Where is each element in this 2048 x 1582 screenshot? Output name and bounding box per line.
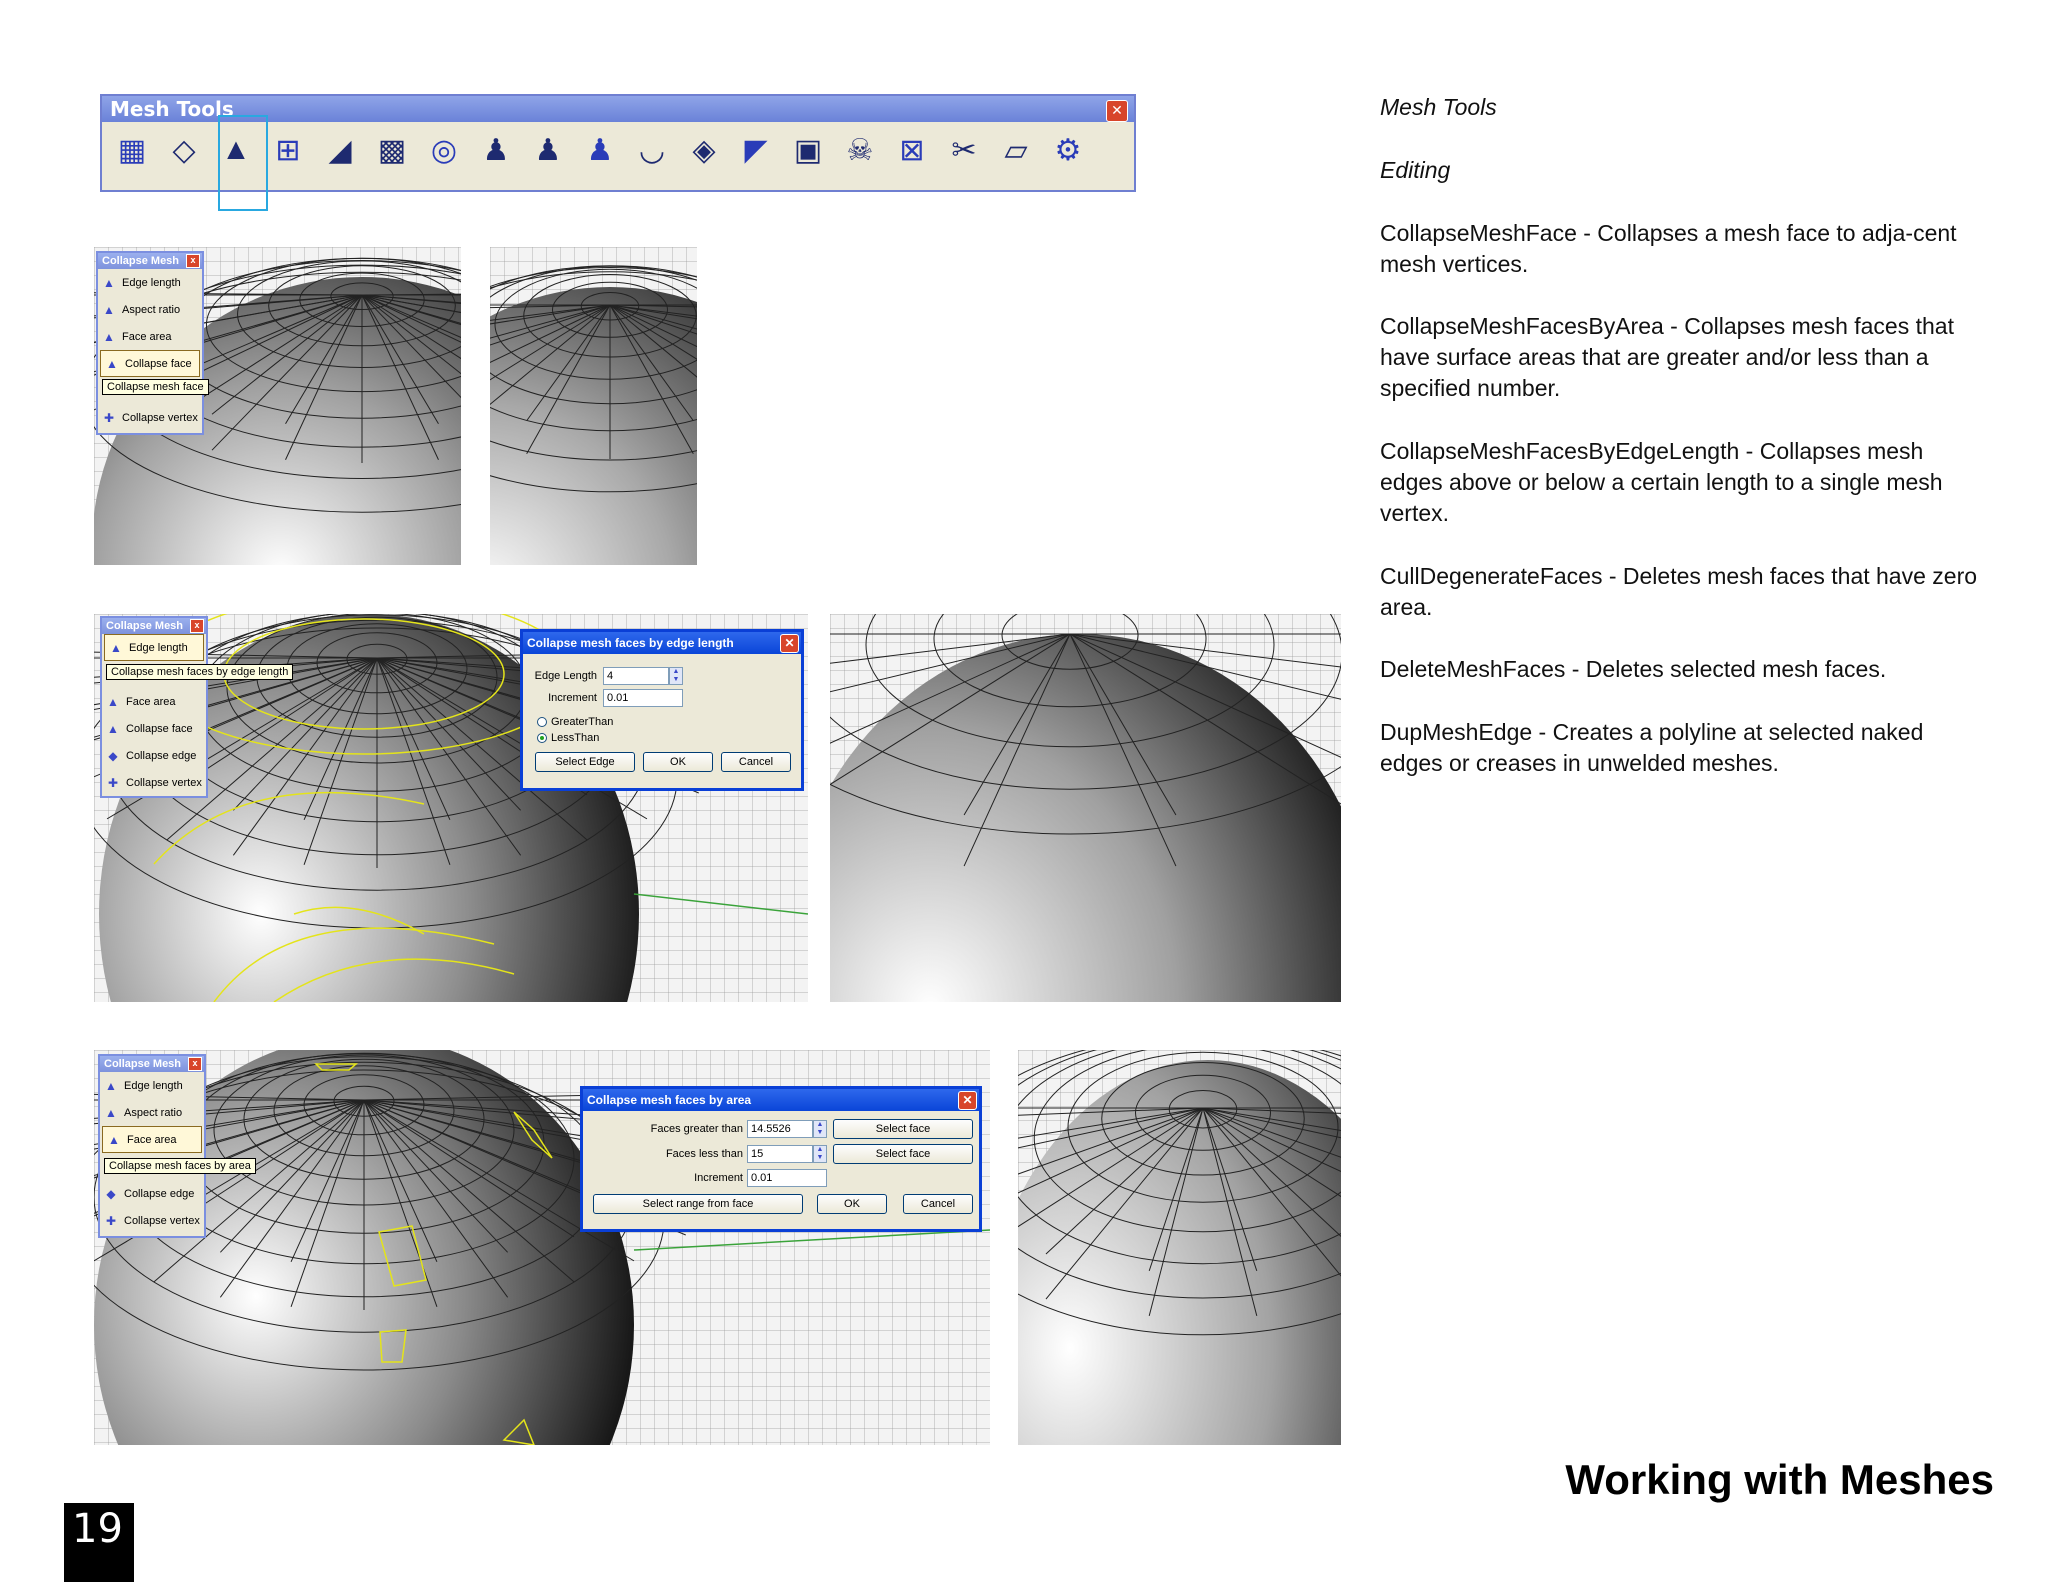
menu-item-label: Collapse vertex — [122, 411, 198, 424]
dialog-collapse-by-area — [580, 1086, 982, 1232]
select-face-button-2[interactable]: Select face — [833, 1144, 973, 1164]
viewport-sphere-2-result — [830, 614, 1341, 1002]
dialog-title: Collapse mesh faces by area — [587, 1093, 752, 1107]
viewport-sphere-1-result — [490, 247, 697, 565]
mesh-vertex-icon[interactable]: ⊞ — [275, 133, 301, 167]
radio-greater-than[interactable] — [537, 716, 613, 728]
menu-item-collapse-face[interactable] — [100, 350, 200, 377]
collapse-edge-icon: ◆ — [106, 1186, 116, 1201]
collapse-icon: ▲ — [103, 329, 115, 344]
menu-item-label: Edge length — [124, 1079, 183, 1092]
dialog-titlebar[interactable] — [523, 632, 801, 654]
collapse-mesh-menu-3 — [98, 1054, 206, 1238]
menu-item-collapse-edge[interactable] — [100, 1180, 204, 1207]
menu-item-label: Face area — [127, 1133, 177, 1146]
faces-less-spinner[interactable]: ▲ ▼ — [813, 1145, 827, 1163]
toolbar-highlight-box — [218, 115, 268, 211]
edge-length-label: Edge Length — [534, 670, 597, 682]
faces-less-input[interactable]: 15 — [747, 1145, 813, 1163]
menu-item-collapse-vertex[interactable] — [100, 1207, 204, 1234]
cancel-button[interactable]: Cancel — [903, 1194, 973, 1214]
menu-item-label: Aspect ratio — [124, 1106, 183, 1119]
edge-length-input[interactable]: 4 — [603, 667, 669, 685]
menu-item-face-area[interactable] — [98, 323, 202, 350]
sphere-mesh-graphic — [490, 247, 697, 565]
mesh-skull-icon[interactable]: ☠ — [846, 133, 874, 167]
mesh-grid-icon[interactable]: ▦ — [117, 133, 147, 167]
close-icon[interactable]: x — [188, 1057, 202, 1071]
increment-input[interactable]: 0.01 — [603, 689, 683, 707]
faces-greater-spinner[interactable]: ▲ ▼ — [813, 1120, 827, 1138]
menu-item-label: Collapse face — [126, 722, 193, 735]
collapse-mesh-menu-2 — [100, 616, 208, 798]
text-dup-mesh-edge: DupMeshEdge - Creates a polyline at selected naked edges or creases in unwelded meshes. — [1380, 719, 1924, 776]
increment-label: Increment — [694, 1172, 743, 1184]
collapse-icon: ▲ — [110, 640, 122, 655]
mesh-split-icon[interactable]: ✂ — [951, 133, 977, 167]
mesh-frame-icon[interactable]: ▣ — [793, 133, 823, 167]
menu-item-face-area[interactable] — [102, 688, 206, 715]
viewport-sphere-3 — [94, 1050, 990, 1445]
dialog-title: Collapse mesh faces by edge length — [527, 636, 734, 650]
dialog-titlebar[interactable] — [583, 1089, 979, 1111]
radio-circle — [537, 733, 547, 743]
cancel-button[interactable]: Cancel — [721, 752, 791, 772]
menu-item-edge-length[interactable] — [100, 1072, 204, 1099]
menu-item-face-area[interactable] — [102, 1126, 202, 1153]
collapse-icon: ▲ — [105, 1078, 117, 1093]
menu-item-aspect-ratio[interactable] — [98, 296, 202, 323]
collapse-icon: ▲ — [108, 1132, 120, 1147]
close-icon[interactable]: ✕ — [958, 1091, 977, 1110]
radio-label: GreaterThan — [551, 716, 614, 728]
faces-greater-label: Faces greater than — [650, 1123, 743, 1135]
collapse-icon: ▲ — [107, 694, 119, 709]
menu-item-label: Collapse vertex — [126, 776, 202, 789]
text-collapse-by-edge-length: CollapseMeshFacesByEdgeLength - Collapses mesh edges above or below a certain length to a single mesh vertex. — [1380, 438, 1943, 526]
select-range-button[interactable]: Select range from face — [593, 1194, 803, 1214]
vertex-icon: ✚ — [105, 1213, 117, 1228]
sphere-mesh-graphic — [1018, 1050, 1341, 1445]
page-number: 19 — [64, 1503, 134, 1582]
menu-item-collapse-vertex[interactable] — [102, 769, 206, 796]
menu-titlebar — [98, 253, 202, 269]
menu-titlebar — [100, 1056, 204, 1072]
tooltip: Collapse mesh face — [102, 379, 209, 395]
increment-label: Increment — [548, 692, 597, 704]
dialog-collapse-by-edge-length — [520, 629, 804, 791]
select-edge-button[interactable]: Select Edge — [535, 752, 635, 772]
close-icon[interactable]: ✕ — [1106, 100, 1128, 122]
menu-item-collapse-face[interactable] — [102, 715, 206, 742]
vertex-icon: ✚ — [103, 410, 115, 425]
text-collapse-mesh-face: CollapseMeshFace - Collapses a mesh face to adja-cent mesh vertices. — [1380, 220, 1957, 277]
collapse-icon: ▲ — [105, 1105, 117, 1120]
menu-item-label: Collapse edge — [124, 1187, 195, 1200]
close-icon[interactable]: ✕ — [780, 634, 799, 653]
mesh-cup-icon[interactable]: ◡ — [638, 133, 666, 167]
menu-item-collapse-vertex[interactable] — [98, 404, 202, 431]
mesh-patch-icon[interactable]: ◈ — [692, 133, 716, 167]
text-heading: Mesh Tools — [1380, 94, 1497, 120]
collapse-mesh-icon[interactable]: ▲ — [221, 133, 251, 166]
faces-greater-input[interactable]: 14.5526 — [747, 1120, 813, 1138]
section-title: Working with Meshes — [1565, 1456, 1994, 1503]
edge-length-spinner[interactable]: ▲ ▼ — [669, 667, 683, 685]
mesh-box-icon[interactable]: ◇ — [172, 133, 196, 167]
menu-item-label: Collapse face — [125, 357, 192, 370]
menu-titlebar — [102, 618, 206, 634]
increment-input[interactable]: 0.01 — [747, 1169, 827, 1187]
collapse-edge-icon: ◆ — [108, 748, 118, 763]
radio-less-than[interactable] — [537, 732, 599, 744]
radio-circle — [537, 717, 547, 727]
menu-item-label: Face area — [126, 695, 176, 708]
mesh-plane-icon[interactable]: ▩ — [377, 133, 407, 167]
radio-label: LessThan — [551, 732, 600, 744]
menu-title: Collapse Mesh — [104, 1058, 182, 1070]
close-icon[interactable]: x — [186, 254, 200, 268]
mesh-flag-icon[interactable]: ◤ — [744, 133, 768, 167]
mesh-extrude-icon[interactable]: ◢ — [328, 133, 352, 167]
menu-title: Collapse Mesh — [102, 255, 180, 267]
toolbar-title: Mesh Tools — [110, 97, 234, 121]
menu-item-edge-length[interactable] — [104, 634, 204, 661]
menu-item-aspect-ratio[interactable] — [100, 1099, 204, 1126]
collapse-mesh-menu-1 — [96, 251, 204, 435]
collapse-icon: ▲ — [103, 302, 115, 317]
menu-item-label: Collapse vertex — [124, 1214, 200, 1227]
faces-less-label: Faces less than — [665, 1148, 743, 1160]
select-face-button-1[interactable]: Select face — [833, 1119, 973, 1139]
collapse-icon: ▲ — [103, 275, 115, 290]
close-icon[interactable]: x — [190, 619, 204, 633]
text-delete-mesh-faces: DeleteMeshFaces - Deletes selected mesh faces. — [1380, 656, 1887, 682]
menu-title: Collapse Mesh — [106, 620, 184, 632]
tooltip: Collapse mesh faces by edge length — [106, 664, 293, 680]
menu-item-edge-length[interactable] — [98, 269, 202, 296]
mesh-torus-icon[interactable]: ◎ — [430, 133, 458, 167]
mesh-offset-icon[interactable]: ▱ — [1004, 133, 1028, 167]
viewport-sphere-3-result — [1018, 1050, 1341, 1445]
ok-button[interactable]: OK — [643, 752, 713, 772]
menu-item-label: Face area — [122, 330, 172, 343]
text-cull-degenerate: CullDegenerateFaces - Deletes mesh faces that have zero area. — [1380, 563, 1978, 620]
mesh-box-cut-icon[interactable]: ⊠ — [899, 133, 925, 167]
mesh-user-b-icon[interactable]: ♟ — [534, 133, 562, 167]
mesh-user-a-icon[interactable]: ♟ — [482, 133, 510, 167]
mesh-settings-icon[interactable]: ⚙ — [1054, 133, 1082, 167]
menu-item-label: Edge length — [129, 641, 188, 654]
menu-item-collapse-edge[interactable] — [102, 742, 206, 769]
sphere-mesh-graphic — [830, 614, 1341, 1002]
text-collapse-by-area: CollapseMeshFacesByArea - Collapses mesh faces that have surface areas that are greater and/or less than a specified number. — [1380, 313, 1954, 401]
viewport-sphere-1 — [94, 247, 461, 565]
ok-button[interactable]: OK — [817, 1194, 887, 1214]
menu-item-label: Collapse edge — [126, 749, 197, 762]
collapse-icon: ▲ — [107, 721, 119, 736]
tooltip: Collapse mesh faces by area — [104, 1158, 256, 1174]
collapse-icon: ▲ — [106, 356, 118, 371]
mesh-user-c-icon[interactable]: ♟ — [586, 133, 614, 167]
menu-item-label: Edge length — [122, 276, 181, 289]
menu-item-label: Aspect ratio — [122, 303, 181, 316]
text-subheading: Editing — [1380, 157, 1451, 183]
vertex-icon: ✚ — [107, 775, 119, 790]
viewport-sphere-2 — [94, 614, 808, 1002]
